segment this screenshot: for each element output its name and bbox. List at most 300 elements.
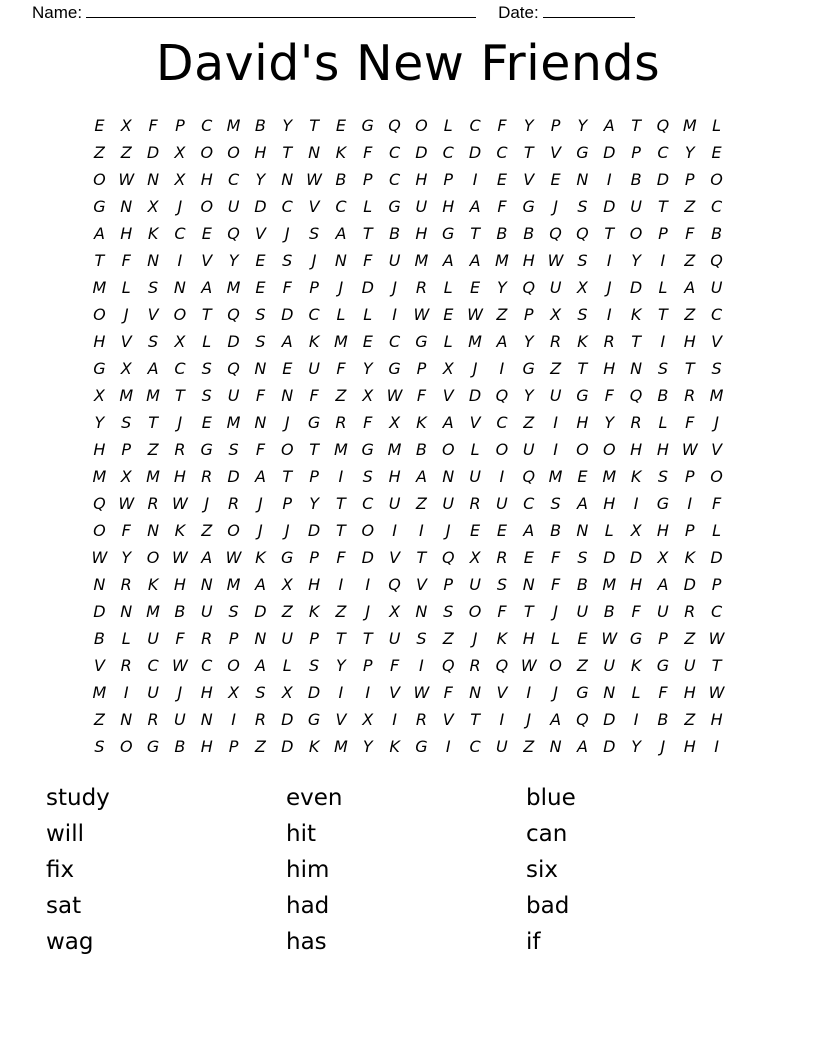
grid-cell[interactable]: P	[309, 467, 319, 486]
grid-cell[interactable]: E	[94, 116, 105, 135]
grid-cell[interactable]: J	[472, 359, 478, 378]
grid-cell[interactable]: Y	[309, 494, 319, 513]
grid-cell[interactable]: U	[388, 494, 401, 513]
word-list-item[interactable]: sat	[46, 893, 82, 919]
grid-cell[interactable]: S	[416, 629, 427, 648]
grid-cell[interactable]: L	[363, 305, 373, 324]
grid-cell[interactable]: T	[470, 224, 480, 243]
grid-cell[interactable]: N	[254, 359, 267, 378]
grid-cell[interactable]: T	[282, 467, 293, 486]
grid-cell[interactable]: S	[94, 737, 105, 756]
grid-cell[interactable]: D	[603, 143, 616, 162]
grid-cell[interactable]: I	[553, 413, 558, 432]
grid-cell[interactable]: W	[306, 170, 322, 189]
grid-cell[interactable]: M	[146, 602, 160, 621]
grid-cell[interactable]: T	[201, 305, 212, 324]
grid-cell[interactable]: Z	[684, 251, 696, 270]
grid-cell[interactable]: M	[92, 278, 107, 297]
grid-cell[interactable]: M	[414, 251, 429, 270]
grid-cell[interactable]: E	[496, 170, 507, 189]
grid-cell[interactable]: G	[388, 197, 401, 216]
grid-cell[interactable]: I	[606, 305, 612, 324]
grid-cell[interactable]: A	[523, 521, 535, 540]
grid-cell[interactable]: N	[522, 575, 535, 594]
grid-cell[interactable]: A	[201, 548, 213, 567]
grid-cell[interactable]: N	[254, 629, 267, 648]
grid-cell[interactable]: I	[499, 710, 505, 729]
grid-cell[interactable]: A	[254, 656, 266, 675]
grid-cell[interactable]: G	[200, 440, 213, 459]
grid-cell[interactable]: G	[281, 548, 294, 567]
grid-cell[interactable]: V	[442, 710, 454, 729]
grid-cell[interactable]: A	[201, 278, 213, 297]
grid-cell[interactable]: Z	[415, 494, 427, 513]
grid-cell[interactable]: O	[468, 602, 482, 621]
grid-cell[interactable]: D	[146, 143, 160, 162]
grid-cell[interactable]: S	[309, 656, 320, 675]
grid-cell[interactable]: V	[711, 440, 723, 459]
grid-cell[interactable]: Y	[497, 278, 507, 297]
grid-cell[interactable]: C	[281, 197, 293, 216]
grid-cell[interactable]: N	[469, 683, 482, 702]
grid-cell[interactable]: D	[361, 278, 374, 297]
grid-cell[interactable]: U	[388, 629, 401, 648]
grid-cell[interactable]: Y	[94, 413, 105, 432]
grid-cell[interactable]: Q	[522, 467, 536, 486]
grid-cell[interactable]: T	[175, 386, 185, 405]
word-list-item[interactable]: fix	[46, 857, 75, 883]
grid-cell[interactable]: V	[496, 683, 508, 702]
grid-cell[interactable]: T	[658, 305, 668, 324]
grid-cell[interactable]: N	[120, 602, 133, 621]
grid-cell[interactable]: P	[309, 278, 319, 297]
grid-cell[interactable]: G	[307, 413, 321, 432]
grid-cell[interactable]: N	[308, 143, 321, 162]
grid-cell[interactable]: I	[633, 710, 639, 729]
grid-cell[interactable]: V	[254, 224, 266, 243]
grid-cell[interactable]: V	[550, 143, 562, 162]
grid-cell[interactable]: T	[523, 602, 534, 621]
grid-cell[interactable]: U	[147, 629, 159, 648]
grid-cell[interactable]: K	[335, 143, 347, 162]
grid-cell[interactable]: U	[442, 494, 455, 513]
word-list-item[interactable]: had	[286, 893, 330, 919]
grid-cell[interactable]: D	[281, 710, 294, 729]
grid-cell[interactable]: R	[120, 656, 132, 675]
grid-cell[interactable]: J	[177, 683, 183, 702]
grid-cell[interactable]: K	[496, 629, 508, 648]
grid-cell[interactable]: H	[683, 332, 696, 351]
grid-cell[interactable]: J	[258, 494, 263, 513]
grid-cell[interactable]: V	[389, 683, 401, 702]
grid-cell[interactable]: Y	[228, 251, 239, 270]
grid-cell[interactable]: A	[147, 359, 159, 378]
grid-cell[interactable]: X	[362, 386, 374, 405]
grid-cell[interactable]: W	[708, 629, 725, 648]
word-list-item[interactable]: study	[46, 785, 110, 811]
grid-cell[interactable]: A	[603, 116, 615, 135]
grid-cell[interactable]: V	[308, 197, 320, 216]
word-list-item[interactable]: will	[46, 821, 84, 847]
grid-cell[interactable]: H	[254, 143, 267, 162]
grid-cell[interactable]: L	[712, 521, 722, 540]
grid-cell[interactable]: L	[712, 116, 722, 135]
grid-cell[interactable]: C	[710, 305, 723, 324]
grid-cell[interactable]: S	[309, 224, 320, 243]
grid-cell[interactable]: E	[362, 332, 373, 351]
grid-cell[interactable]: C	[496, 143, 508, 162]
grid-cell[interactable]: T	[604, 224, 615, 243]
grid-cell[interactable]: U	[710, 278, 723, 297]
grid-cell[interactable]: F	[336, 359, 346, 378]
grid-cell[interactable]: D	[629, 278, 643, 297]
grid-cell[interactable]: M	[146, 386, 160, 405]
grid-cell[interactable]: D	[361, 548, 374, 567]
word-list-item[interactable]: him	[286, 857, 330, 883]
grid-cell[interactable]: R	[147, 494, 159, 513]
grid-cell[interactable]: X	[657, 548, 669, 567]
grid-cell[interactable]: F	[497, 116, 507, 135]
grid-cell[interactable]: H	[308, 575, 321, 594]
grid-cell[interactable]: Q	[710, 251, 723, 270]
grid-cell[interactable]: H	[120, 224, 133, 243]
grid-cell[interactable]: X	[120, 467, 132, 486]
grid-cell[interactable]: T	[309, 116, 319, 135]
grid-cell[interactable]: I	[445, 737, 451, 756]
grid-cell[interactable]: I	[687, 494, 693, 513]
grid-cell[interactable]: Z	[93, 710, 105, 729]
grid-cell[interactable]: X	[93, 386, 105, 405]
grid-cell[interactable]: Z	[550, 359, 562, 378]
grid-cell[interactable]: M	[146, 467, 160, 486]
grid-cell[interactable]: B	[576, 575, 588, 594]
grid-cell[interactable]: Z	[281, 602, 293, 621]
grid-cell[interactable]: A	[469, 197, 481, 216]
grid-cell[interactable]: O	[227, 521, 240, 540]
grid-cell[interactable]: U	[496, 737, 508, 756]
grid-cell[interactable]: F	[497, 197, 507, 216]
grid-cell[interactable]: F	[148, 116, 158, 135]
grid-cell[interactable]: O	[549, 656, 562, 675]
grid-cell[interactable]: R	[120, 575, 132, 594]
grid-cell[interactable]: D	[710, 548, 723, 567]
grid-cell[interactable]: U	[630, 197, 642, 216]
grid-cell[interactable]: Z	[684, 305, 696, 324]
grid-cell[interactable]: G	[93, 197, 106, 216]
grid-cell[interactable]: D	[281, 305, 294, 324]
name-write-line[interactable]	[86, 4, 476, 18]
grid-cell[interactable]: L	[551, 629, 561, 648]
grid-cell[interactable]: N	[147, 251, 160, 270]
grid-cell[interactable]: K	[577, 332, 588, 351]
grid-cell[interactable]: G	[629, 629, 643, 648]
grid-cell[interactable]: V	[147, 305, 159, 324]
grid-cell[interactable]: K	[630, 305, 642, 324]
grid-cell[interactable]: P	[631, 143, 641, 162]
grid-cell[interactable]: S	[711, 359, 722, 378]
grid-cell[interactable]: T	[658, 197, 668, 216]
grid-cell[interactable]: C	[469, 737, 481, 756]
grid-cell[interactable]: E	[201, 224, 212, 243]
grid-cell[interactable]: N	[93, 575, 106, 594]
grid-cell[interactable]: Q	[495, 386, 509, 405]
grid-cell[interactable]: P	[523, 305, 534, 324]
grid-cell[interactable]: W	[708, 683, 725, 702]
grid-cell[interactable]: P	[121, 440, 132, 459]
grid-cell[interactable]: H	[93, 332, 106, 351]
grid-cell[interactable]: U	[227, 386, 240, 405]
grid-cell[interactable]: E	[577, 629, 588, 648]
grid-cell[interactable]: N	[415, 602, 428, 621]
grid-cell[interactable]: H	[522, 629, 535, 648]
grid-cell[interactable]: H	[415, 224, 428, 243]
grid-cell[interactable]: S	[362, 467, 373, 486]
grid-cell[interactable]: J	[284, 521, 290, 540]
grid-cell[interactable]: Z	[684, 629, 696, 648]
grid-cell[interactable]: O	[361, 521, 375, 540]
grid-cell[interactable]: M	[387, 440, 402, 459]
grid-cell[interactable]: U	[281, 629, 294, 648]
grid-cell[interactable]: C	[174, 359, 186, 378]
grid-cell[interactable]: B	[523, 224, 535, 243]
grid-cell[interactable]: F	[255, 386, 266, 405]
grid-cell[interactable]: T	[631, 332, 641, 351]
grid-cell[interactable]: P	[711, 575, 722, 594]
grid-cell[interactable]: D	[254, 602, 267, 621]
grid-cell[interactable]: D	[93, 602, 106, 621]
grid-cell[interactable]: V	[120, 332, 132, 351]
grid-cell[interactable]: G	[442, 224, 455, 243]
grid-cell[interactable]: O	[93, 305, 106, 324]
grid-cell[interactable]: Z	[442, 629, 454, 648]
grid-cell[interactable]: L	[470, 440, 480, 459]
grid-cell[interactable]: W	[413, 305, 430, 324]
grid-cell[interactable]: C	[201, 656, 213, 675]
grid-cell[interactable]: K	[147, 575, 159, 594]
grid-cell[interactable]: F	[336, 548, 346, 567]
grid-cell[interactable]: S	[255, 683, 266, 702]
grid-cell[interactable]: C	[657, 143, 669, 162]
grid-cell[interactable]: V	[335, 710, 347, 729]
grid-cell[interactable]: O	[146, 548, 160, 567]
grid-cell[interactable]: J	[365, 602, 371, 621]
grid-cell[interactable]: D	[603, 710, 616, 729]
grid-cell[interactable]: O	[441, 440, 455, 459]
grid-cell[interactable]: H	[93, 440, 106, 459]
grid-cell[interactable]: B	[603, 602, 615, 621]
grid-cell[interactable]: I	[660, 332, 666, 351]
grid-cell[interactable]: S	[657, 467, 668, 486]
grid-cell[interactable]: J	[526, 710, 532, 729]
grid-cell[interactable]: V	[442, 386, 454, 405]
grid-cell[interactable]: R	[228, 494, 240, 513]
grid-cell[interactable]: T	[577, 359, 588, 378]
grid-cell[interactable]: O	[576, 440, 589, 459]
grid-cell[interactable]: U	[308, 359, 320, 378]
grid-cell[interactable]: H	[200, 170, 213, 189]
grid-cell[interactable]: H	[603, 494, 616, 513]
grid-cell[interactable]: F	[363, 143, 373, 162]
grid-cell[interactable]: J	[553, 602, 558, 621]
grid-cell[interactable]: Z	[93, 143, 105, 162]
grid-cell[interactable]: B	[174, 737, 186, 756]
grid-cell[interactable]: Z	[523, 737, 535, 756]
grid-cell[interactable]: A	[657, 575, 669, 594]
grid-cell[interactable]: A	[550, 710, 562, 729]
grid-cell[interactable]: Z	[496, 305, 508, 324]
grid-cell[interactable]: U	[227, 197, 240, 216]
word-list-item[interactable]: blue	[526, 785, 576, 811]
grid-cell[interactable]: F	[255, 440, 266, 459]
grid-cell[interactable]: P	[443, 575, 454, 594]
grid-cell[interactable]: Y	[523, 332, 534, 351]
grid-cell[interactable]: R	[469, 656, 481, 675]
grid-cell[interactable]: Z	[120, 143, 132, 162]
grid-cell[interactable]: N	[281, 170, 294, 189]
grid-cell[interactable]: B	[550, 521, 562, 540]
grid-cell[interactable]: J	[177, 197, 183, 216]
grid-cell[interactable]: J	[660, 737, 666, 756]
grid-cell[interactable]: I	[714, 737, 719, 756]
grid-cell[interactable]: G	[415, 737, 428, 756]
grid-cell[interactable]: U	[469, 467, 481, 486]
grid-cell[interactable]: W	[118, 170, 135, 189]
grid-cell[interactable]: O	[227, 656, 240, 675]
grid-cell[interactable]: O	[119, 737, 133, 756]
grid-cell[interactable]: D	[629, 548, 643, 567]
grid-cell[interactable]: U	[174, 710, 186, 729]
grid-cell[interactable]: R	[550, 332, 562, 351]
grid-cell[interactable]: A	[281, 332, 293, 351]
grid-cell[interactable]: M	[226, 575, 241, 594]
grid-cell[interactable]: E	[711, 143, 722, 162]
grid-cell[interactable]: W	[681, 440, 698, 459]
grid-cell[interactable]: Y	[631, 251, 641, 270]
grid-cell[interactable]: Q	[93, 494, 106, 513]
grid-cell[interactable]: Q	[388, 116, 401, 135]
grid-cell[interactable]: I	[606, 251, 612, 270]
grid-cell[interactable]: P	[175, 116, 185, 135]
grid-cell[interactable]: E	[255, 251, 266, 270]
grid-cell[interactable]: B	[657, 710, 669, 729]
grid-cell[interactable]: J	[311, 251, 317, 270]
grid-cell[interactable]: R	[496, 548, 508, 567]
word-list-item[interactable]: six	[526, 857, 558, 883]
grid-cell[interactable]: C	[388, 332, 401, 351]
grid-cell[interactable]: A	[576, 494, 588, 513]
grid-cell[interactable]: L	[121, 629, 131, 648]
grid-cell[interactable]: S	[148, 332, 159, 351]
grid-cell[interactable]: I	[472, 170, 478, 189]
grid-cell[interactable]: P	[362, 170, 373, 189]
grid-cell[interactable]: Z	[147, 440, 159, 459]
grid-cell[interactable]: O	[200, 197, 214, 216]
grid-cell[interactable]: H	[442, 197, 455, 216]
grid-cell[interactable]: W	[467, 305, 483, 324]
grid-cell[interactable]: Q	[576, 224, 589, 243]
grid-cell[interactable]: C	[388, 170, 401, 189]
grid-cell[interactable]: G	[576, 386, 589, 405]
grid-cell[interactable]: U	[522, 440, 535, 459]
grid-cell[interactable]: L	[121, 278, 131, 297]
grid-cell[interactable]: X	[442, 359, 454, 378]
grid-cell[interactable]: M	[226, 116, 241, 135]
grid-cell[interactable]: I	[606, 170, 612, 189]
grid-cell[interactable]: R	[254, 710, 266, 729]
grid-cell[interactable]: S	[577, 548, 588, 567]
grid-cell[interactable]: V	[201, 251, 213, 270]
grid-cell[interactable]: E	[496, 521, 507, 540]
grid-cell[interactable]: Z	[254, 737, 266, 756]
grid-cell[interactable]: F	[550, 575, 561, 594]
grid-cell[interactable]: B	[389, 224, 401, 243]
grid-cell[interactable]: P	[362, 656, 373, 675]
grid-cell[interactable]: V	[469, 413, 481, 432]
grid-cell[interactable]: G	[576, 143, 589, 162]
grid-cell[interactable]: C	[174, 224, 186, 243]
grid-cell[interactable]: X	[281, 683, 293, 702]
grid-cell[interactable]: Y	[121, 548, 132, 567]
grid-cell[interactable]: X	[120, 359, 132, 378]
grid-cell[interactable]: C	[335, 197, 347, 216]
grid-cell[interactable]: H	[388, 467, 401, 486]
grid-cell[interactable]: K	[416, 413, 427, 432]
grid-cell[interactable]: J	[392, 278, 397, 297]
grid-cell[interactable]: H	[683, 683, 696, 702]
grid-cell[interactable]: Z	[523, 413, 535, 432]
grid-cell[interactable]: W	[172, 656, 188, 675]
grid-cell[interactable]: I	[123, 683, 129, 702]
grid-cell[interactable]: E	[201, 413, 212, 432]
grid-cell[interactable]: N	[442, 467, 455, 486]
grid-cell[interactable]: N	[576, 170, 589, 189]
grid-cell[interactable]: S	[201, 359, 212, 378]
grid-cell[interactable]: X	[147, 197, 159, 216]
grid-cell[interactable]: F	[309, 386, 319, 405]
grid-cell[interactable]: N	[200, 710, 213, 729]
grid-cell[interactable]: Q	[441, 656, 455, 675]
grid-cell[interactable]: S	[201, 386, 212, 405]
grid-cell[interactable]: F	[389, 656, 400, 675]
grid-cell[interactable]: G	[307, 710, 321, 729]
grid-cell[interactable]: U	[657, 602, 669, 621]
grid-cell[interactable]: I	[365, 683, 371, 702]
grid-cell[interactable]: C	[496, 413, 508, 432]
grid-cell[interactable]: O	[280, 440, 294, 459]
grid-cell[interactable]: B	[711, 224, 723, 243]
grid-cell[interactable]: P	[282, 494, 293, 513]
grid-cell[interactable]: I	[499, 467, 505, 486]
grid-cell[interactable]: R	[684, 386, 696, 405]
grid-cell[interactable]: K	[308, 602, 320, 621]
grid-cell[interactable]: Q	[549, 224, 562, 243]
grid-cell[interactable]: E	[550, 170, 561, 189]
grid-cell[interactable]: F	[604, 386, 614, 405]
grid-cell[interactable]: G	[415, 332, 428, 351]
grid-cell[interactable]: M	[226, 278, 241, 297]
grid-cell[interactable]: R	[469, 494, 481, 513]
grid-cell[interactable]: I	[365, 575, 371, 594]
grid-cell[interactable]: X	[120, 116, 132, 135]
grid-cell[interactable]: K	[174, 521, 186, 540]
grid-cell[interactable]: R	[147, 710, 159, 729]
grid-cell[interactable]: W	[520, 656, 537, 675]
grid-cell[interactable]: B	[496, 224, 508, 243]
grid-cell[interactable]: P	[309, 548, 319, 567]
grid-cell[interactable]: D	[683, 575, 696, 594]
grid-cell[interactable]: M	[119, 386, 134, 405]
grid-cell[interactable]: O	[495, 440, 509, 459]
